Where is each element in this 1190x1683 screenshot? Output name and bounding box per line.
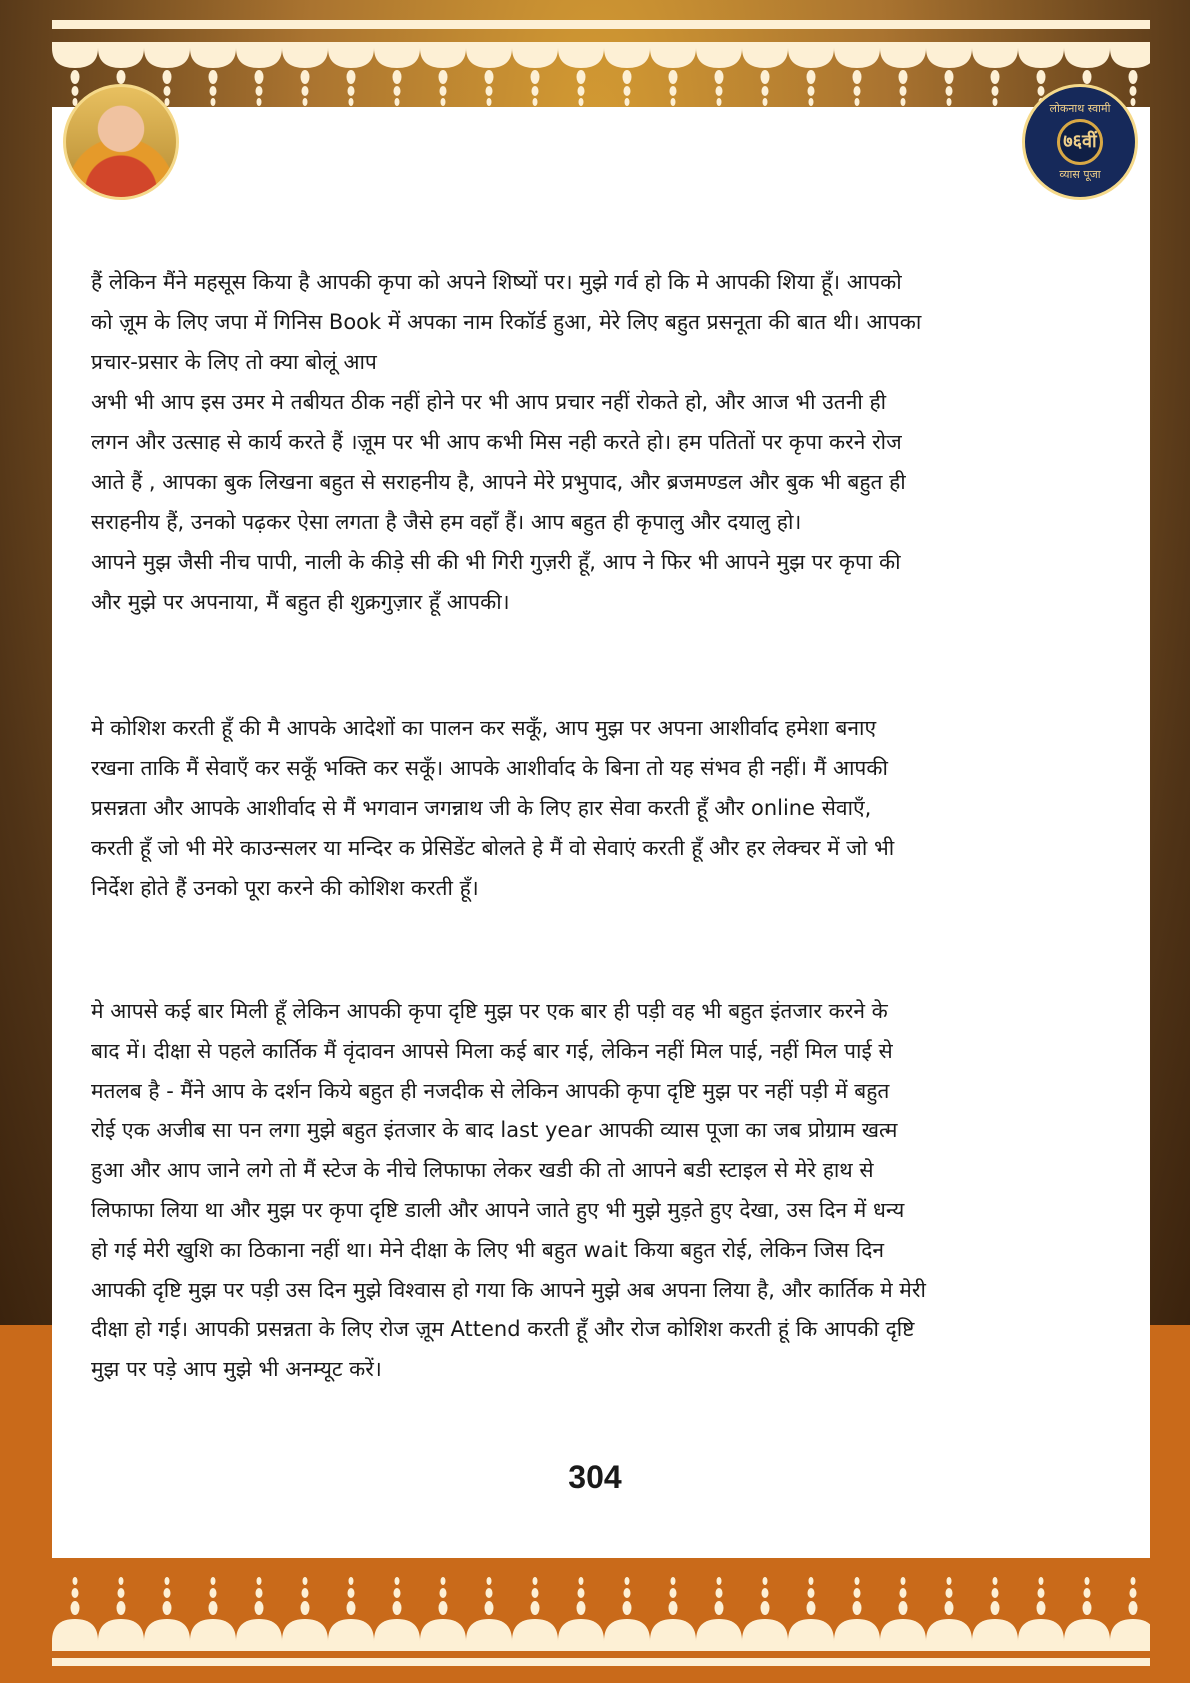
logo-bottom-text: व्यास पूजा [1059, 168, 1101, 181]
text-line: सराहनीय हैं, उनको पढ़कर ऐसा लगता है जैसे हम वहाँ हैं। आप बहुत ही कृपालु और दयालु हो। [91, 510, 802, 534]
text-line: प्रसन्नता और आपके आशीर्वाद से मैं भगवान जगन्नाथ जी के लिए हार सेवा करती हूँ और online सेवाएँ, [91, 796, 872, 820]
text-line: अभी भी आप इस उमर मे तबीयत ठीक नहीं होने पर भी आप प्रचार नहीं रोकते हो, और आज भी उतनी ही [91, 390, 887, 414]
page-number: 304 [568, 1459, 622, 1495]
logo-badge: ७६वीं [1057, 119, 1103, 165]
text-line: करती हूँ जो भी मेरे काउन्सलर या मन्दिर क प्रेसिडेंट बोलते हे मैं वो सेवाएं करती हूँ और हर लेक्चर में जो भी [91, 836, 895, 860]
text-line: आपने मुझ जैसी नीच पापी, नाली के कीड़े सी की भी गिरी गुज़री हूँ, आप ने फिर भी आपने मुझ पर कृपा की [91, 550, 901, 574]
text-line: लगन और उत्साह से कार्य करते हैं ।ज़ूम पर भी आप कभी मिस नही करते हो। हम पतितों पर कृपा करने रोज [91, 430, 902, 454]
text-line: मे कोशिश करती हूँ की मै आपके आदेशों का पालन कर सकूँ, आप मुझ पर अपना आशीर्वाद हमेशा बनाए [91, 716, 877, 740]
text-line: मुझ पर पड़े आप मुझे भी अनम्यूट करें। [91, 1357, 382, 1382]
text-line: मे आपसे कई बार मिली हूँ लेकिन आपकी कृपा दृष्टि मुझ पर एक बार ही पड़ी वह भी बहुत इंतजार करने के [91, 999, 888, 1023]
text-line: और मुझे पर अपनाया, मैं बहुत ही शुक्रगुज़ार हूँ आपकी। [91, 590, 510, 614]
text-line: हुआ और आप जाने लगे तो मैं स्टेज के नीचे लिफाफा लेकर खडी की तो आपने बडी स्टाइल से मेरे हाथ से [91, 1158, 874, 1183]
text-line: हो गई मेरी खुशि का ठिकाना नहीं था। मेने दीक्षा के लिए भी बहुत wait किया बहुत रोई, लेकिन जिस दिन [91, 1237, 885, 1262]
text-line: आपकी दृष्टि मुझ पर पड़ी उस दिन मुझे विश्वास हो गया कि आपने मुझे अब अपना लिया है, और कार्तिक मे मेरी [91, 1277, 926, 1302]
text-line: को ज़ूम के लिए जपा में गिनिस Book में अपका नाम रिकॉर्ड हुआ, मेरे लिए बहुत प्रसनूता की बात थी। आपका [91, 310, 922, 334]
text-line: मतलब है - मैंने आप के दर्शन किये बहुत ही नजदीक से लेकिन आपकी कृपा दृष्टि मुझ पर नहीं पड़ी में बहुत [91, 1078, 890, 1103]
paragraph-1 [91, 262, 1111, 622]
text-line: प्रचार-प्रसार के लिए तो क्या बोलूं आप [91, 350, 377, 374]
vyasa-puja-logo [1022, 84, 1138, 200]
text-line: लिफाफा लिया था और मुझ पर कृपा दृष्टि डाली और आपने जाते हुए भी मुझे मुड़ते हुए देखा, उस दिन में धन्य [91, 1197, 905, 1222]
guru-portrait-image [63, 84, 179, 200]
paragraph-2 [91, 708, 1111, 908]
bottom-scallop-border [52, 1575, 1150, 1667]
logo-top-text: लोकनाथ स्वामी [1049, 102, 1111, 115]
text-line: रखना ताकि मैं सेवाएँ कर सकूँ भक्ति कर सकूँ। आपके आशीर्वाद के बिना तो यह संभव ही नहीं। मैं आपकी [91, 756, 888, 780]
text-line: बाद में। दीक्षा से पहले कार्तिक मैं वृंदावन आपसे मिला कई बार गई, लेकिन नहीं मिल पाई, नहीं मिल पाई से [91, 1038, 893, 1063]
top-scallop-border [52, 18, 1150, 108]
text-line: दीक्षा हो गई। आपकी प्रसन्नता के लिए रोज ज़ूम Attend करती हूँ और रोज कोशिश करती हूं कि आपकी दृष्टि [91, 1317, 915, 1342]
text-line: आते हैं , आपका बुक लिखना बहुत से सराहनीय है, आपने मेरे प्रभुपाद, और ब्रजमण्डल और बुक भी बहुत ही [91, 470, 906, 494]
text-line: निर्देश होते हैं उनको पूरा करने की कोशिश करती हूँ। [91, 876, 479, 900]
text-line: रोई एक अजीब सा पन लगा मुझे बहुत इंतजार के बाद last year आपकी व्यास पूजा का जब प्रोग्राम खत्म [91, 1118, 898, 1143]
paragraph-3 [91, 992, 1111, 1390]
text-line: हैं लेकिन मैंने महसूस किया है आपकी कृपा को अपने शिष्यों पर। मुझे गर्व हो कि मे आपकी शिया हूँ। आपको [91, 270, 902, 294]
